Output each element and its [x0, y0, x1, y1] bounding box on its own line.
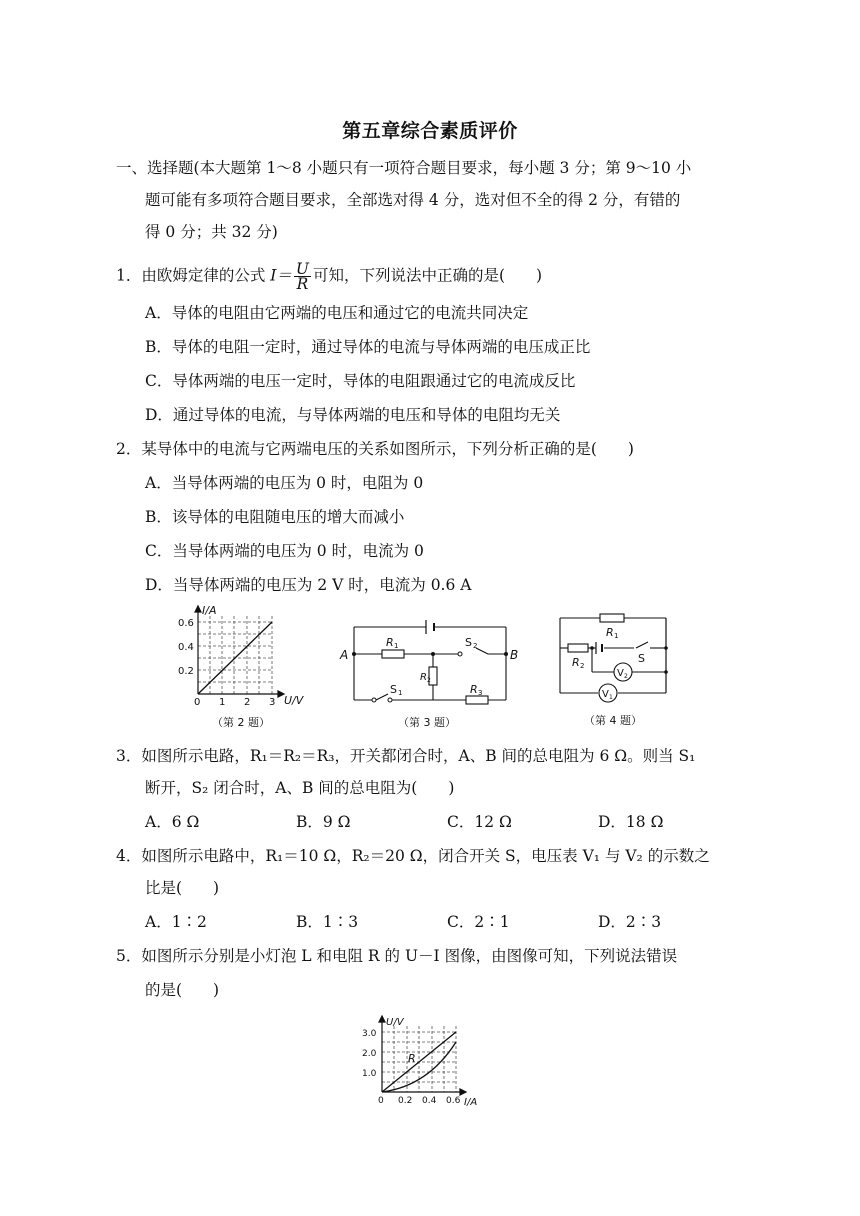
fig4-label-v1-sub: 1 [609, 694, 613, 701]
fig5-ytick: 2.0 [362, 1049, 377, 1059]
q1-option-c: C．导体两端的电压一定时，导体的电阻跟通过它的电流成反比 [145, 372, 576, 390]
fig4-node [590, 646, 594, 650]
caption-fig3: （第 3 题） [398, 716, 456, 729]
fig2-ytick: 0.4 [178, 642, 194, 653]
fig5-ytick: 3.0 [362, 1029, 377, 1039]
fig5-label-r: R [408, 1052, 416, 1065]
fig2-ytick: 0.2 [178, 666, 194, 677]
fig3-label-r1: R [386, 636, 394, 649]
q1-formula-lhs: I＝ [270, 266, 292, 285]
fig3-label-s1: S [390, 683, 397, 696]
fig2-ytick: 0.6 [178, 618, 194, 629]
q3-line2: 断开，S₂ 闭合时，A、B 间的总电阻为( ) [145, 779, 455, 797]
fig3-switch-s2-contact [458, 652, 462, 656]
page-title: 第五章综合素质评价 [342, 120, 518, 142]
caption-fig2: （第 2 题） [212, 716, 270, 729]
figure-5-graph [348, 1010, 488, 1110]
fig5-xtick: 0.4 [422, 1096, 437, 1106]
q2-option-a: A．当导体两端的电压为 0 时，电阻为 0 [145, 474, 424, 492]
fig4-node [664, 670, 668, 674]
q2-option-c: C．当导体两端的电压为 0 时，电流为 0 [145, 542, 424, 560]
fig5-xtick: 0.2 [398, 1096, 413, 1106]
figure-2-graph [170, 602, 310, 707]
fig2-xtick: 3 [269, 697, 276, 707]
fig3-switch-s1-contact [388, 698, 392, 702]
fig4-label-v1: V [602, 689, 609, 700]
fig2-y-arrow [195, 606, 201, 612]
fig4-label-r1: R [606, 626, 614, 639]
fig3-resistor-r3 [466, 696, 488, 704]
q4-option-a: A．1∶2 [145, 913, 207, 931]
q3-option-a: A．6 Ω [145, 813, 200, 831]
q3-option-d: D．18 Ω [598, 813, 664, 831]
q5-line2: 的是( ) [145, 981, 220, 999]
q3-option-c: C．12 Ω [447, 813, 512, 831]
fig4-label-s: S [638, 652, 645, 665]
fig3-node-mid [431, 652, 435, 656]
fig3-label-b: B [510, 648, 519, 662]
section1-line3: 得 0 分；共 32 分) [145, 223, 278, 241]
fig3-node-b [504, 652, 508, 656]
q4-line2: 比是( ) [145, 879, 220, 897]
q2-option-d: D．当导体两端的电压为 2 V 时，电流为 0.6 A [145, 576, 472, 594]
q4-option-c: C．2∶1 [447, 913, 510, 931]
fig4-resistor-r2 [568, 644, 588, 652]
fig2-xtick: 1 [219, 697, 226, 707]
fig4-label-v2-sub: 2 [624, 673, 628, 680]
q4-option-b: B．1∶3 [296, 913, 359, 931]
fig3-node-a [352, 652, 356, 656]
fig3-battery [426, 620, 434, 634]
fig3-label-a: A [340, 648, 349, 662]
figure-4-circuit [552, 608, 682, 706]
q2-stem: 2．某导体中的电流与它两端电压的关系如图所示，下列分析正确的是( ) [116, 440, 634, 458]
section1-line1: 一、选择题(本大题第 1～8 小题只有一项符合题目要求，每小题 3 分；第 9～10 小 [116, 159, 692, 177]
fig2-xlabel: U/V [284, 694, 304, 707]
fig5-xtick: 0 [378, 1096, 384, 1106]
fig3-label-s1-sub: 1 [398, 689, 403, 697]
fig2-xtick: 0 [194, 697, 201, 707]
fig2-ylabel: I/A [202, 604, 217, 617]
fig4-label-r2: R [572, 656, 580, 669]
fig3-resistor-r1 [382, 650, 404, 658]
fig4-battery [596, 642, 602, 654]
q1-stem-pre: 1．由欧姆定律的公式 [116, 266, 271, 285]
fig3-label-r1-sub: 1 [394, 642, 399, 650]
figure-3-circuit [338, 612, 524, 708]
q1-stem [116, 262, 542, 291]
q3-line1: 3．如图所示电路，R₁＝R₂＝R₃，开关都闭合时，A、B 间的总电阻为 6 Ω。则当 S₁ [116, 747, 696, 765]
fig4-resistor-r1 [600, 614, 624, 622]
section1-line2: 题可能有多项符合题目要求，全部选对得 4 分，选对但不全的得 2 分，有错的 [145, 191, 681, 209]
fig4-label-v2: V [617, 668, 624, 679]
fig5-ytick: 1.0 [362, 1069, 377, 1079]
fig3-label-r3-sub: 3 [478, 689, 483, 697]
q1-option-b: B．导体的电阻一定时，通过导体的电流与导体两端的电压成正比 [145, 338, 591, 356]
q4-option-d: D．2∶3 [598, 913, 662, 931]
q3-option-b: B．9 Ω [296, 813, 351, 831]
fig4-label-r1-sub: 1 [614, 632, 619, 640]
fig3-label-r2: R [420, 672, 427, 683]
fig3-switch-s1-contact [372, 698, 376, 702]
q4-line1: 4．如图所示电路中，R₁＝10 Ω，R₂＝20 Ω，闭合开关 S，电压表 V₁ 与 V₂ 的示数之 [116, 847, 710, 865]
caption-fig4: （第 4 题） [584, 714, 642, 727]
fig5-grid [382, 1026, 456, 1092]
q5-line1: 5．如图所示分别是小灯泡 L 和电阻 R 的 U－I 图像，由图像可知，下列说法错误 [116, 947, 678, 965]
fig5-xtick: 0.6 [446, 1096, 461, 1106]
fig3-label-s2-sub: 2 [473, 642, 478, 650]
q1-fraction-denominator: R [296, 275, 309, 293]
q1-option-a: A．导体的电阻由它两端的电压和通过它的电流共同决定 [145, 304, 529, 322]
fig3-label-r3: R [470, 683, 478, 696]
fig5-y-arrow [379, 1016, 385, 1022]
fig5-ylabel: U/V [386, 1017, 404, 1028]
fig4-node [664, 646, 668, 650]
fig5-xlabel: I/A [464, 1097, 478, 1108]
q2-option-b: B．该导体的电阻随电压的增大而减小 [145, 508, 405, 526]
q1-fraction [294, 262, 311, 291]
fig2-xtick: 2 [244, 697, 251, 707]
q1-fraction-numerator: U [295, 260, 309, 278]
fig5-x-arrow [460, 1089, 466, 1095]
q1-option-d: D．通过导体的电流，与导体两端的电压和导体的电阻均无关 [145, 406, 561, 424]
fig3-label-r2-sub: 2 [427, 677, 431, 684]
q1-stem-post: 可知，下列说法中正确的是( ) [313, 266, 543, 285]
fig3-label-s2: S [465, 636, 472, 649]
fig4-label-r2-sub: 2 [580, 662, 585, 670]
